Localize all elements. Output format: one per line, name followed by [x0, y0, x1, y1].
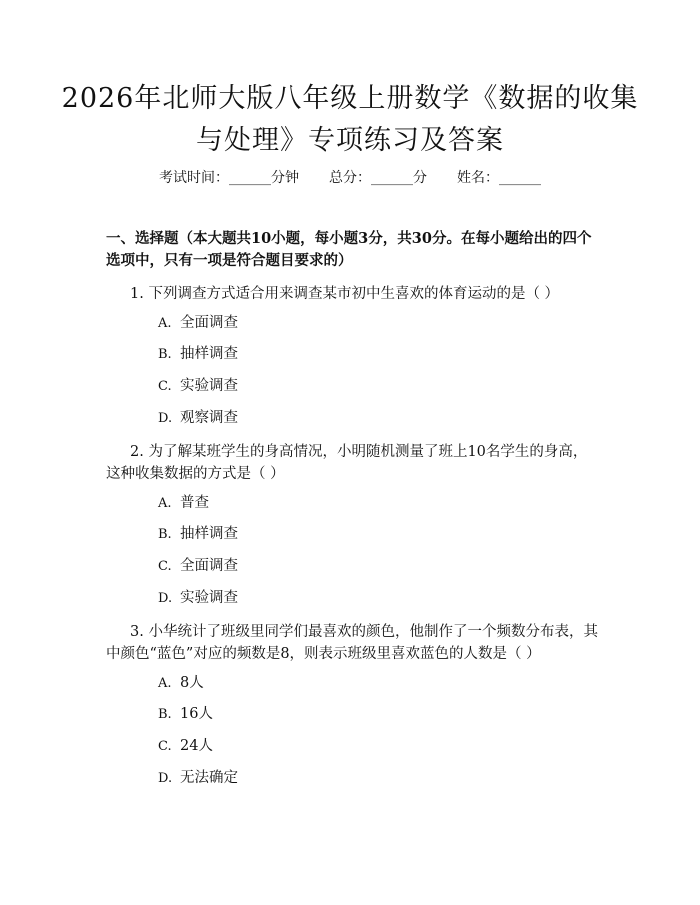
- question-number: 1.: [130, 286, 144, 302]
- option-letter: D.: [158, 771, 173, 786]
- option-text: 抽样调查: [180, 526, 238, 542]
- option-letter: A.: [158, 676, 172, 691]
- question-2: [106, 441, 600, 485]
- option-letter: D.: [158, 591, 173, 606]
- student-name-field: 姓名：______: [457, 170, 541, 186]
- section-heading: 一、选择题（本大题共10小题，每小题3分，共30分。在每小题给出的四个选项中，只有一项是符合题目要求的）: [106, 230, 592, 269]
- total-score-field: 总分：______分: [329, 170, 427, 186]
- question-1: [106, 283, 600, 305]
- option-c: [158, 737, 213, 756]
- option-d: [158, 409, 238, 428]
- question-text: 下列调查方式适合用来调查某市初中生喜欢的体育运动的是（ ）: [148, 286, 560, 302]
- question-number: 2.: [130, 444, 144, 460]
- option-letter: C.: [158, 379, 172, 394]
- option-text: 全面调查: [180, 558, 238, 574]
- option-c: [158, 377, 238, 396]
- option-b: [158, 345, 238, 364]
- option-a: [158, 314, 238, 333]
- option-text: 普查: [180, 495, 209, 511]
- question-3: [106, 621, 600, 665]
- page-title: 2026年北师大版八年级上册数学《数据的收集与处理》专项练习及答案: [61, 83, 639, 156]
- option-letter: C.: [158, 559, 172, 574]
- exam-time-field: 考试时间：______分钟: [159, 170, 299, 186]
- option-text: 实验调查: [180, 590, 238, 606]
- option-text: 观察调查: [180, 410, 238, 426]
- option-letter: B.: [158, 707, 172, 722]
- option-text: 全面调查: [180, 315, 238, 331]
- question-text: 为了解某班学生的身高情况，小明随机测量了班上10名学生的身高，这种收集数据的方式是（ ）: [106, 444, 588, 482]
- option-text: 24人: [180, 738, 213, 754]
- option-text: 抽样调查: [180, 346, 238, 362]
- option-d: [158, 589, 238, 608]
- option-b: [158, 525, 238, 544]
- option-text: 无法确定: [180, 770, 238, 786]
- option-letter: C.: [158, 739, 172, 754]
- question-text: 小华统计了班级里同学们最喜欢的颜色，他制作了一个频数分布表，其中颜色“蓝色”对应的频数是8，则表示班级里喜欢蓝色的人数是（ ）: [106, 624, 598, 662]
- exam-meta: [0, 169, 700, 187]
- option-letter: A.: [158, 316, 172, 331]
- option-text: 8人: [180, 675, 204, 691]
- option-a: [158, 494, 209, 513]
- option-letter: D.: [158, 411, 173, 426]
- option-d: [158, 769, 238, 788]
- option-letter: B.: [158, 527, 172, 542]
- option-b: [158, 705, 213, 724]
- option-a: [158, 674, 204, 693]
- option-text: 实验调查: [180, 378, 238, 394]
- option-letter: B.: [158, 347, 172, 362]
- option-text: 16人: [180, 706, 213, 722]
- question-number: 3.: [130, 624, 144, 640]
- option-letter: A.: [158, 496, 172, 511]
- option-c: [158, 557, 238, 576]
